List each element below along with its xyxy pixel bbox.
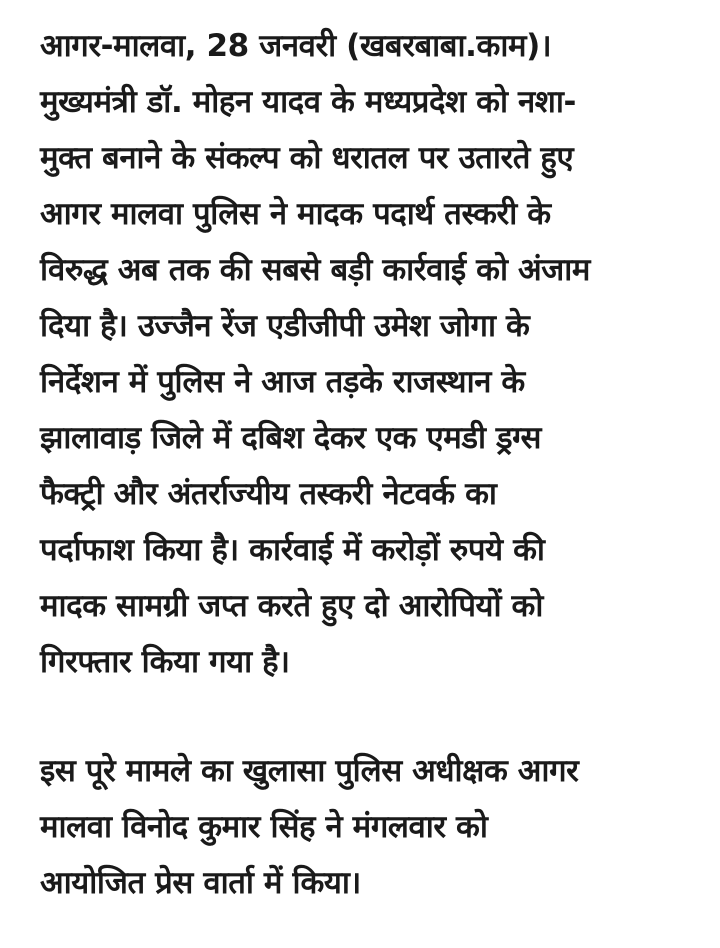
paragraph-line: मुक्त बनाने के संकल्प को धरातल पर उतारते हुए [40, 140, 574, 176]
paragraph-line: आगर मालवा पुलिस ने मादक पदार्थ तस्करी के [40, 196, 551, 232]
paragraph-spacer [40, 690, 700, 743]
paragraph-line: मादक सामग्री जप्त करते हुए दो आरोपियों को [40, 588, 543, 624]
paragraph-line: इस पूरे मामले का खुलासा पुलिस अधीक्षक आगर [40, 753, 579, 789]
article-paragraph-2 [40, 743, 700, 911]
paragraph-line: पर्दाफाश किया है। कार्रवाई में करोड़ों रुपये की [40, 532, 545, 568]
paragraph-line: गिरफ्तार किया गया है। [40, 644, 290, 680]
paragraph-line: मुख्यमंत्री डॉ. मोहन यादव के मध्यप्रदेश को नशा- [40, 84, 576, 120]
paragraph-line: आगर-मालवा, 28 जनवरी (खबरबाबा.काम)। [40, 28, 552, 64]
paragraph-line: झालावाड़ जिले में दबिश देकर एक एमडी ड्रग्स [40, 420, 542, 456]
paragraph-line: विरुद्ध अब तक की सबसे बड़ी कार्रवाई को अंजाम [40, 252, 591, 288]
paragraph-line: फैक्ट्री और अंतर्राज्यीय तस्करी नेटवर्क का [40, 476, 497, 512]
paragraph-line: निर्देशन में पुलिस ने आज तड़के राजस्थान के [40, 364, 525, 400]
paragraph-line: मालवा विनोद कुमार सिंह ने मंगलवार को [40, 809, 488, 845]
paragraph-line: आयोजित प्रेस वार्ता में किया। [40, 865, 361, 901]
article-paragraph-1 [40, 18, 700, 690]
paragraph-line: दिया है। उज्जैन रेंज एडीजीपी उमेश जोगा के [40, 308, 530, 344]
